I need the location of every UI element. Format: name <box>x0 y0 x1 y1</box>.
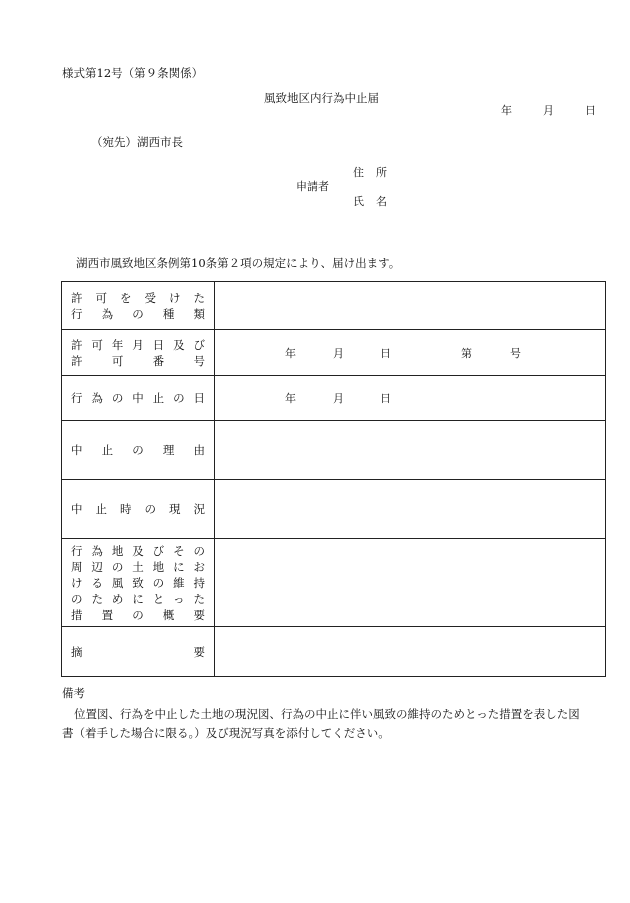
stop-day: 日 <box>380 392 391 405</box>
name-label: 氏名 <box>353 195 399 208</box>
date-day: 日 <box>585 104 596 117</box>
measures-summary-field[interactable] <box>215 539 606 627</box>
table-row <box>62 480 606 539</box>
submission-date <box>501 105 596 116</box>
table-row <box>62 330 606 376</box>
statement: 湖西市風致地区条例第10条第２項の規定により、届け出ます。 <box>76 256 401 270</box>
row-label-stop-reason: 中止の理由 <box>62 421 215 480</box>
permit-date-number-field[interactable] <box>215 330 606 376</box>
table-row <box>62 376 606 421</box>
permit-dai: 第 <box>461 346 472 360</box>
current-status-field[interactable] <box>215 480 606 539</box>
table-row <box>62 421 606 480</box>
row-label-measures-summary: 行為地及びその 周辺の土地にお ける風致の維持 のためにとった 措置の概要 <box>62 539 215 627</box>
permitted-act-type-field[interactable] <box>215 282 606 330</box>
notes-body: 位置図、行為を中止した土地の現況図、行為の中止に伴い風致の維持のためとった措置を表した図書（着手した場合に限る。）及び現況写真を添付してください。 <box>62 707 580 740</box>
notes-heading: 備考 <box>62 686 85 700</box>
row-label-remarks: 摘要 <box>62 627 215 677</box>
stop-date-field[interactable] <box>215 376 606 421</box>
row-label-stop-date: 行為の中止の日 <box>62 376 215 421</box>
applicant-label: 申請者 <box>296 180 329 193</box>
notification-table <box>61 281 606 677</box>
date-month: 月 <box>543 104 554 117</box>
row-label-permitted-act-type: 許可を受けた 行為の種類 <box>62 282 215 330</box>
permit-month: 月 <box>333 346 344 360</box>
address-label: 住所 <box>353 166 399 179</box>
date-year: 年 <box>501 104 512 117</box>
table-row <box>62 282 606 330</box>
document-title: 風致地区内行為中止届 <box>264 91 379 105</box>
stop-year: 年 <box>285 392 296 405</box>
row-label-current-status: 中止時の現況 <box>62 480 215 539</box>
remarks-field[interactable] <box>215 627 606 677</box>
permit-year: 年 <box>285 346 296 360</box>
permit-go: 号 <box>510 346 521 360</box>
table-row <box>62 627 606 677</box>
form-number: 様式第12号（第９条関係） <box>62 66 204 80</box>
permit-day: 日 <box>380 346 391 360</box>
addressee: （宛先）湖西市長 <box>91 135 183 149</box>
row-label-permit-date-number: 許可年月日及び 許可番号 <box>62 330 215 376</box>
table-row <box>62 539 606 627</box>
stop-month: 月 <box>333 392 344 405</box>
stop-reason-field[interactable] <box>215 421 606 480</box>
